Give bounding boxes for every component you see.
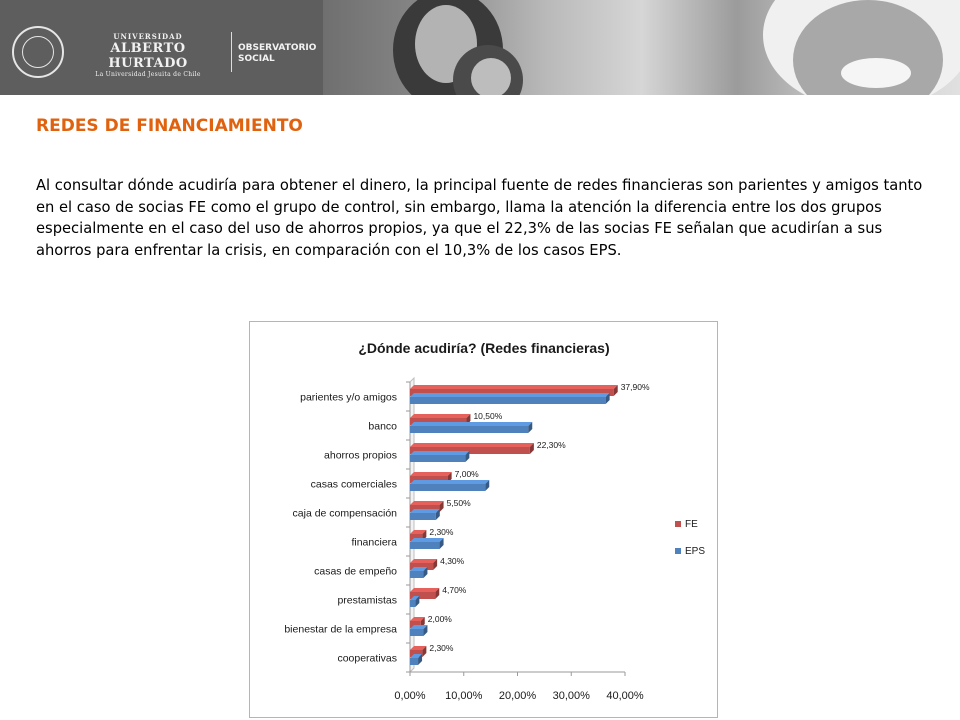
x-tick-label: 40,00% — [606, 690, 644, 702]
category-label: ahorros propios — [324, 449, 397, 462]
legend-label-eps: EPS — [685, 546, 706, 557]
bar-top-face — [410, 414, 470, 418]
data-label: 22,30% — [536, 440, 566, 450]
bar-chart — [250, 322, 717, 717]
university-line2: ALBERTO HURTADO — [108, 41, 188, 71]
university-name — [74, 32, 222, 78]
legend-label-fe: FE — [685, 519, 698, 530]
data-label: 4,30% — [440, 556, 465, 566]
bar-top-face — [410, 588, 439, 592]
bar-top-face — [410, 422, 532, 426]
logo-divider — [231, 32, 232, 72]
bar-eps — [410, 426, 528, 433]
bar-eps — [410, 629, 423, 636]
category-label: prestamistas — [337, 594, 397, 607]
data-label: 37,90% — [620, 382, 650, 392]
slide-title: REDES DE FINANCIAMIENTO — [36, 116, 303, 136]
observatorio-logo — [238, 43, 316, 65]
legend-swatch-fe — [675, 521, 681, 527]
legend-swatch-eps — [675, 548, 681, 554]
university-line3: La Universidad Jesuita de Chile — [95, 71, 201, 78]
bar-top-face — [410, 443, 534, 447]
bar-top-face — [410, 538, 444, 542]
x-tick-label: 20,00% — [498, 690, 537, 702]
bar-top-face — [410, 472, 452, 476]
bar-top-face — [410, 559, 437, 563]
data-label: 7,00% — [454, 469, 479, 479]
bar-eps — [410, 600, 415, 607]
university-line1: UNIVERSIDAD — [113, 32, 183, 41]
body-paragraph: Al consultar dónde acudiría para obtener el dinero, la principal fuente de redes financieras son parientes y amigos tanto en el caso de socias FE como el grupo de control, sin embargo, llama la atención la diferencia entre los dos grupos especialmente en el caso del uso de ahorros propios, ya que el 22,3% de las socias FE señalan que acudirían a sus ahorros para enfrentar la crisis, en comparación con el 10,3% de los casos EPS. — [36, 177, 923, 259]
chart-title: ¿Dónde acudiría? (Redes financieras) — [358, 340, 610, 356]
bar-eps — [410, 455, 465, 462]
bar-eps — [410, 571, 423, 578]
bar-eps — [410, 542, 440, 549]
bar-top-face — [410, 509, 440, 513]
category-label: banco — [368, 420, 397, 433]
data-label: 2,00% — [427, 614, 452, 624]
observatorio-line1: OBSERVATORIO — [238, 43, 317, 53]
observatorio-line2: SOCIAL — [238, 54, 275, 64]
category-label: bienestar de la empresa — [284, 623, 397, 636]
data-label: 5,50% — [446, 498, 471, 508]
bar-eps — [410, 484, 485, 491]
bar-eps — [410, 397, 606, 404]
category-label: cooperativas — [337, 652, 397, 665]
chart-frame — [249, 321, 718, 718]
bar-eps — [410, 658, 418, 665]
category-label: financiera — [351, 536, 397, 549]
data-label: 2,30% — [429, 527, 454, 537]
header-banner — [0, 0, 960, 95]
data-label: 2,30% — [429, 643, 454, 653]
data-label: 4,70% — [442, 585, 467, 595]
bar-top-face — [410, 501, 444, 505]
x-tick-label: 30,00% — [552, 690, 590, 702]
data-label: 10,50% — [473, 411, 503, 421]
category-label: casas de empeño — [314, 565, 397, 578]
logo-panel — [0, 0, 323, 95]
bar-eps — [410, 513, 436, 520]
bar-top-face — [410, 393, 610, 397]
bar-top-face — [410, 385, 618, 389]
category-label: casas comerciales — [310, 478, 397, 491]
x-tick-label: 0,00% — [394, 690, 426, 702]
university-seal-icon — [12, 26, 64, 78]
bar-top-face — [410, 451, 469, 455]
bar-top-face — [410, 480, 489, 484]
x-tick-label: 10,00% — [445, 690, 483, 702]
category-label: parientes y/o amigos — [300, 391, 397, 404]
header-photo — [323, 0, 960, 95]
category-label: caja de compensación — [292, 507, 397, 520]
